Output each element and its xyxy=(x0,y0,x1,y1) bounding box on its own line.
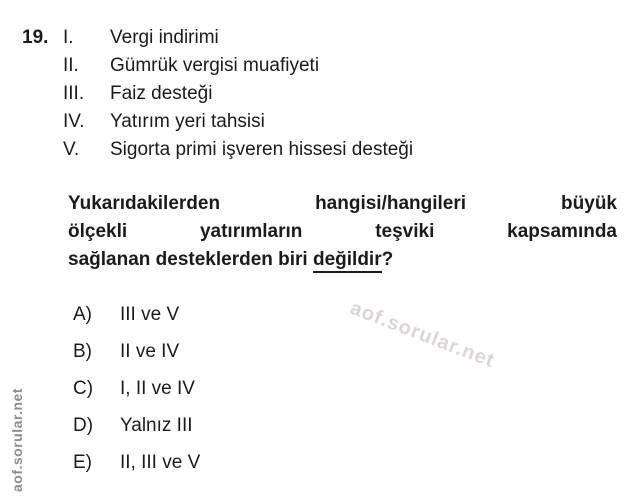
premise-numeral: II. xyxy=(63,55,79,76)
option-letter: B) xyxy=(73,341,92,362)
premise-text: Gümrük vergisi muafiyeti xyxy=(110,55,320,76)
premise-item xyxy=(63,108,413,136)
premise-numeral: I. xyxy=(63,27,74,48)
premise-numeral: IV. xyxy=(63,111,85,132)
question-stem xyxy=(68,190,617,274)
option-letter: A) xyxy=(73,304,92,325)
option-letter: D) xyxy=(73,415,94,436)
option-row-c[interactable] xyxy=(73,375,200,403)
option-text: II ve IV xyxy=(120,341,180,362)
premise-item xyxy=(63,24,413,52)
option-row-b[interactable] xyxy=(73,338,200,366)
option-letter: E) xyxy=(73,452,92,473)
option-row-e[interactable] xyxy=(73,449,200,477)
premise-numeral: III. xyxy=(63,83,85,104)
premise-text: Sigorta primi işveren hissesi desteği xyxy=(110,139,414,160)
stem-line-1: Yukarıdakilerden hangisi/hangileri büyük xyxy=(68,193,617,214)
watermark-diagonal: aof.sorular.net xyxy=(347,297,498,373)
option-row-a[interactable] xyxy=(73,301,200,329)
stem-line-3 xyxy=(68,246,617,274)
premise-item xyxy=(63,52,413,80)
watermark-vertical: aof.sorular.net xyxy=(9,388,25,492)
premise-numeral: V. xyxy=(63,139,80,160)
option-letter: C) xyxy=(73,378,94,399)
premise-list xyxy=(63,24,413,164)
question-number: 19. xyxy=(22,27,49,48)
option-text: II, III ve V xyxy=(120,452,201,473)
stem-line-2: ölçekli yatırımların teşviki kapsamında xyxy=(68,221,617,242)
premise-item xyxy=(63,80,413,108)
option-row-d[interactable] xyxy=(73,412,200,440)
stem-question-mark: ? xyxy=(381,249,394,270)
option-text: I, II ve IV xyxy=(120,378,195,399)
options-list xyxy=(73,301,200,486)
stem-line-3-before: sağlanan desteklerden biri xyxy=(68,249,313,270)
premise-item xyxy=(63,136,413,164)
premise-text: Faiz desteği xyxy=(110,83,213,104)
premise-text: Yatırım yeri tahsisi xyxy=(110,111,265,132)
underlined-keyword: değildir xyxy=(313,249,382,273)
premise-text: Vergi indirimi xyxy=(110,27,219,48)
option-text: Yalnız III xyxy=(120,415,193,436)
option-text: III ve V xyxy=(120,304,180,325)
